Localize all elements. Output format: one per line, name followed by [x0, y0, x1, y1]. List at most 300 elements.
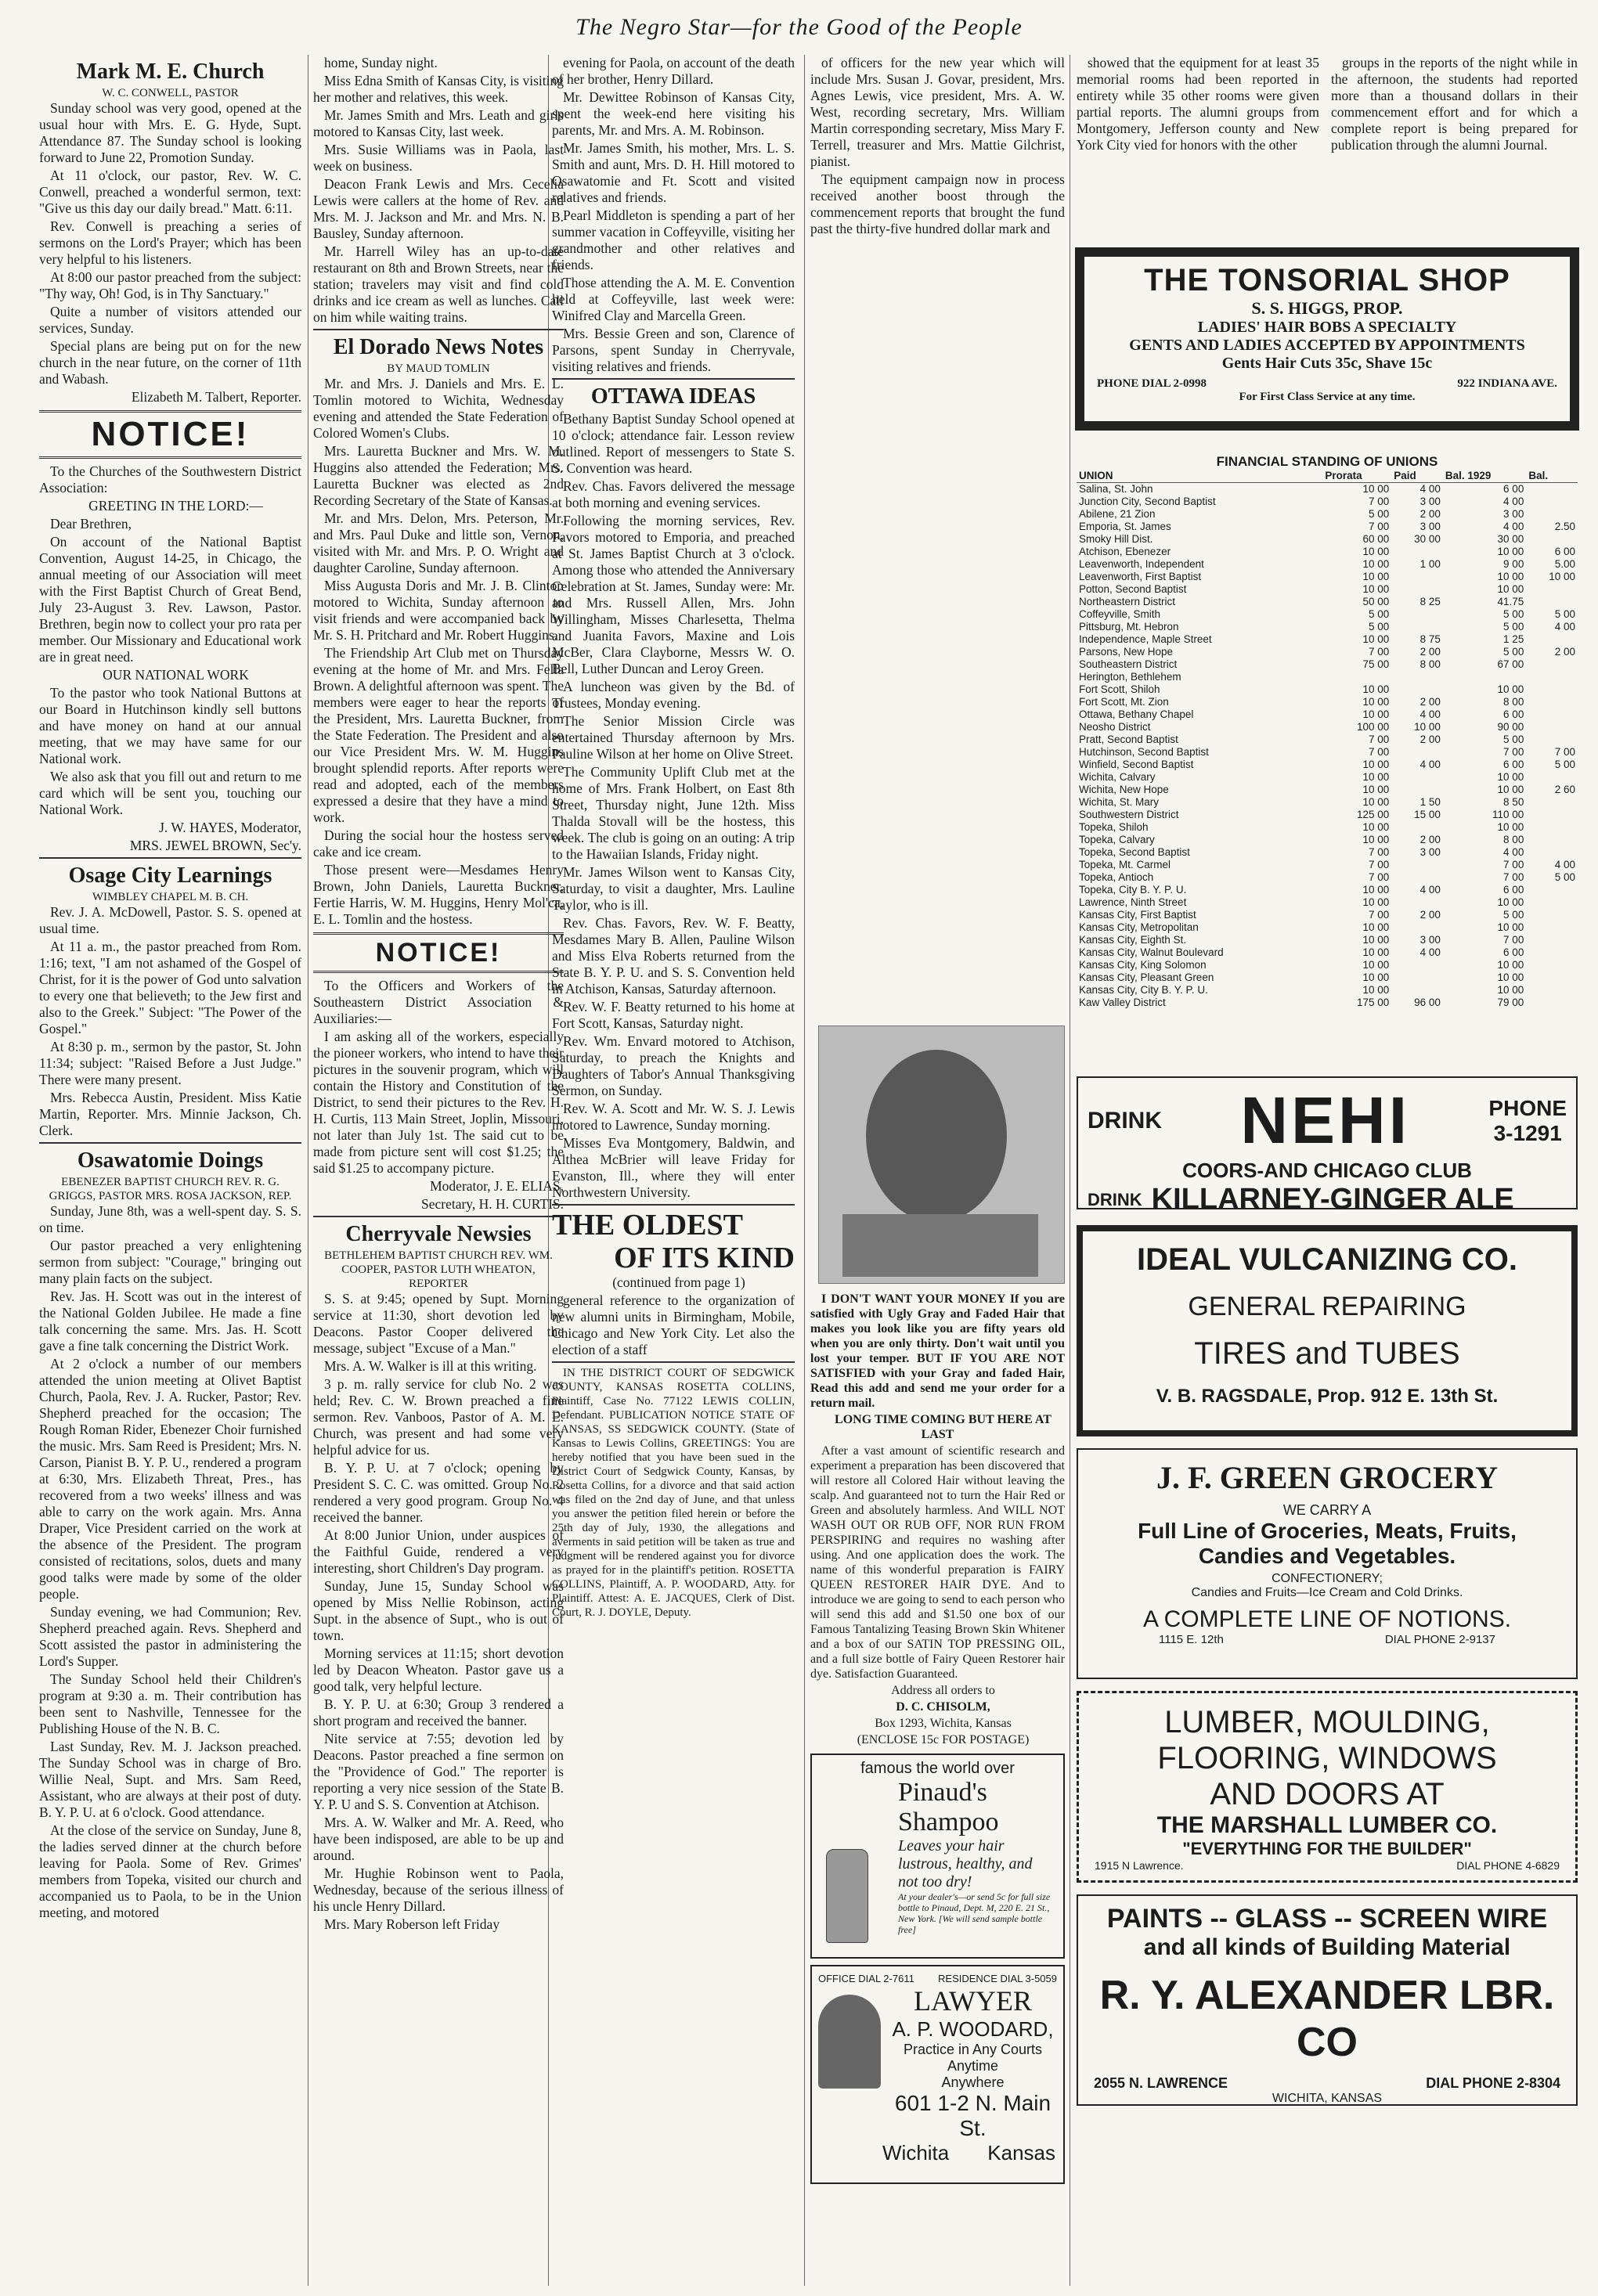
article-byline: EBENEZER BAPTIST CHURCH REV. R. G. GRIGGS, PASTOR MRS. ROSA JACKSON, REP.: [49, 1176, 292, 1202]
advertisement-portrait: [818, 1025, 1065, 1284]
table-cell: [1391, 984, 1443, 997]
ad-contact: [1078, 1633, 1576, 1646]
table-cell: [1526, 971, 1578, 984]
table-cell: 10 00: [1497, 921, 1524, 933]
ad-text: Gents Hair Cuts 35c, Shave 15c: [1221, 355, 1433, 372]
table-cell: [1526, 997, 1578, 1009]
table-row: [1077, 546, 1578, 558]
ad-text: (ENCLOSE 15c FOR POSTAGE): [857, 1733, 1030, 1746]
article-paragraph: We also ask that you fill out and return to me card which will be sent you, touching our National Work.: [39, 769, 301, 817]
table-cell: 5 00: [1368, 508, 1390, 520]
table-row: [1077, 884, 1578, 896]
article-paragraph: (continued from page 1): [612, 1274, 745, 1290]
ad-text: I DON'T WANT YOUR MONEY If you are satisfied with Ugly Gray and Faded Hair that makes you look like you are fifty years old when you are only thirty. Don't wait until you lost your temper. BUT IF YOU ARE NOT SATISFIED with your Gray and faded Hair, Read this add and send me your order for a return mail.: [810, 1292, 1065, 1410]
financial-standing-table: [1077, 454, 1578, 1072]
ad-heading: KILLARNEY-GINGER ALE: [1151, 1183, 1514, 1216]
table-cell: Emporia, St. James: [1079, 521, 1171, 532]
table-cell: [1526, 959, 1578, 971]
table-cell: [1526, 809, 1578, 821]
table-cell: 8 25: [1419, 596, 1441, 607]
table-cell: [1526, 909, 1578, 921]
table-cell: [1526, 796, 1578, 809]
ad-address: 922 INDIANA AVE.: [1457, 377, 1557, 390]
table-cell: Northeastern District: [1079, 596, 1176, 607]
ad-text: Practice in Any Courts: [903, 2042, 1043, 2057]
article-paragraph: Those attending the A. M. E. Convention held at Coffeyville, last week were: Winifred Clay and Marcella Green.: [552, 275, 795, 323]
table-cell: 10 00: [1362, 784, 1390, 795]
table-cell: 5 00: [1503, 646, 1524, 658]
table-cell: Atchison, Ebenezer: [1079, 546, 1171, 557]
column-5-top: [1077, 55, 1319, 243]
table-cell: 3 00: [1419, 846, 1441, 858]
article-paragraph: At 8:00 Junior Union, under auspices of the Faithful Guide, rendered a very interesting, short Children's Day program.: [313, 1527, 564, 1576]
table-cell: 6 00: [1503, 708, 1524, 720]
table-cell: Topeka, Mt. Carmel: [1079, 859, 1171, 870]
article-byline: W. C. CONWELL, PASTOR: [102, 87, 239, 99]
table-row: [1077, 671, 1578, 683]
table-cell: 2 00: [1419, 733, 1441, 745]
article-paragraph: Rev. Chas. Favors, Rev. W. F. Beatty, Mesdames Mary B. Allen, Pauline Wilson and Miss Elva Roberts returned from the State B. Y. P. U. and S. S. Convention held in Atchison, Kansas, Saturday afternoon.: [552, 915, 795, 997]
table-cell: 7 00: [1368, 909, 1390, 921]
table-cell: 8 75: [1419, 633, 1441, 645]
table-cell: Fort Scott, Mt. Zion: [1079, 696, 1169, 708]
table-cell: Kansas City, Pleasant Green: [1079, 971, 1214, 983]
table-cell: 7 00: [1503, 859, 1524, 870]
table-header-cell: Paid: [1391, 470, 1443, 483]
table-row: [1077, 759, 1578, 771]
table-cell: [1443, 671, 1526, 683]
ad-text: DRINK: [1088, 1107, 1162, 1134]
ad-heading: FLOORING, WINDOWS: [1157, 1741, 1497, 1775]
table-cell: [1391, 821, 1443, 834]
ad-text: and all kinds of Building Material: [1143, 1934, 1511, 1960]
article-byline: BETHLEHEM BAPTIST CHURCH REV. WM. COOPER, PASTOR LUTH WHEATON, REPORTER: [324, 1249, 553, 1290]
article-paragraph: general reference to the organization of new alumni units in Birmingham, Mobile, Chicago and New York City. Let also the election of a staff: [552, 1292, 795, 1357]
table-cell: [1391, 921, 1443, 934]
article-paragraph: The equipment campaign now in process received another boost through the commencement reports that brought the fund past the thirty-five hundred dollar mark and: [810, 171, 1065, 236]
table-cell: 3 00: [1503, 508, 1524, 520]
table-cell: [1322, 671, 1391, 683]
table-cell: 5 00: [1554, 608, 1575, 620]
article-paragraph: GREETING IN THE LORD:—: [88, 498, 263, 514]
table-cell: 2 00: [1554, 646, 1575, 658]
table-cell: Wichita, Calvary: [1079, 771, 1156, 783]
table-cell: [1526, 884, 1578, 896]
table-cell: 60 00: [1362, 533, 1390, 545]
table-cell: Southwestern District: [1079, 809, 1179, 820]
article-headline: THE OLDEST: [552, 1209, 743, 1242]
table-cell: 10 00: [1497, 571, 1524, 582]
ad-contact: [1078, 2066, 1576, 2092]
article-paragraph: At 11 o'clock, our pastor, Rev. W. C. Conwell, preached a wonderful sermon, text: "Give us this day our daily bread." Matt. 6:11.: [39, 168, 301, 216]
table-row: [1077, 796, 1578, 809]
table-row: [1077, 596, 1578, 608]
table-cell: Salina, St. John: [1079, 483, 1153, 495]
table-row: [1077, 571, 1578, 583]
article-paragraph: The Friendship Art Club met on Thursday evening at the home of Mr. and Mrs. Fella Brown. A delightful afternoon was spent. The members were eager to hear the reports of the President, Mrs. Lauretta Buckner, from the State Federation. The President and also our Vice President Mrs. W. M. Huggins brought splendid reports. After reports were read and adopted, each of the members expressed a desire that they have a mind to work.: [313, 645, 564, 825]
article-paragraph: Rev. Jas. H. Scott was out in the interest of the National Golden Jubilee. He made a fine talk concerning the same. Mrs. Jas. H. Scott gave a fine talk concerning the District Work.: [39, 1289, 301, 1353]
column-rule: [804, 55, 805, 2286]
table-cell: 10 00: [1362, 571, 1390, 582]
ad-address: 1115 E. 12th: [1158, 1633, 1224, 1646]
table-row: [1077, 834, 1578, 846]
article-paragraph: B. Y. P. U. at 7 o'clock; opening by President S. C. C. was omitted. Group No. 2 rendered a very good program. Group No. 4 received the banner.: [313, 1460, 564, 1525]
table-row: [1077, 658, 1578, 671]
lawyer-city: [882, 2141, 1063, 2165]
table-cell: 10 00: [1362, 771, 1390, 783]
table-cell: [1526, 483, 1578, 496]
lawyer-portrait-image: [818, 1995, 881, 2089]
article-paragraph: At the close of the service on Sunday, June 8, the ladies served dinner at the church before leaving for Paola. Some of Rev. Grimes' members from Topeka, visited our church and accompanied us to Paola, to be in the Union meeting, and motored: [39, 1822, 301, 1920]
table-cell: 4 00: [1419, 946, 1441, 958]
article-paragraph: Our pastor preached a very enlightening sermon from subject: "Courage," bringing out many plain facts on the subject.: [39, 1238, 301, 1286]
table-cell: 7 00: [1368, 871, 1390, 883]
table-row: [1077, 646, 1578, 658]
divider: [552, 378, 795, 380]
table-cell: 5.00: [1554, 558, 1575, 570]
ad-heading: A. P. WOODARD,: [892, 2017, 1054, 2041]
table-cell: 10 00: [1497, 546, 1524, 557]
table-cell: 2 00: [1419, 834, 1441, 845]
table-cell: [1391, 784, 1443, 796]
article-paragraph: Mr. Dewittee Robinson of Kansas City, spent the week-end here visiting his parents, Mr. and Mrs. A. M. Robinson.: [552, 89, 795, 138]
table-cell: 75 00: [1362, 658, 1390, 670]
article-paragraph: groups in the reports of the night while in the afternoon, the students had reported more than a thousand dollars in their commencement effort and for which a complete report is being prepared for publication through the alumni Journal.: [1331, 55, 1578, 153]
table-row: [1077, 934, 1578, 946]
table-cell: 10 00: [1362, 971, 1390, 983]
article-paragraph: At 8:00 our pastor preached from the subject: "Thy way, Oh! God, is in Thy Sanctuary.": [39, 269, 301, 301]
article-paragraph: Rev. Chas. Favors delivered the message at both morning and evening services.: [552, 478, 795, 510]
article-paragraph: To the pastor who took National Buttons at our Board in Hutchinson kindly sell buttons and have money on hand at our annual meeting, that we may have same for our National work.: [39, 685, 301, 766]
article-paragraph: Deacon Frank Lewis and Mrs. Cecelia Lewis were callers at the home of Rev. and Mrs. M. J. Jackson and Mr. and Mrs. N. B. Bausley, Sunday afternoon.: [313, 176, 564, 241]
table-cell: Abilene, 21 Zion: [1079, 508, 1156, 520]
hair-dye-advertisement: [810, 1292, 1065, 1746]
table-row: [1077, 771, 1578, 784]
table-cell: Pittsburg, Mt. Hebron: [1079, 621, 1179, 633]
article-paragraph: During the social hour the hostess served cake and ice cream.: [313, 827, 564, 860]
table-row: [1077, 483, 1578, 496]
pinaud-advertisement: [810, 1754, 1065, 1959]
table-cell: [1526, 896, 1578, 909]
green-grocery-advertisement: [1077, 1448, 1578, 1679]
article-paragraph: Mrs. Mary Roberson left Friday: [324, 1916, 500, 1932]
table-cell: 67 00: [1497, 658, 1524, 670]
article-paragraph: A luncheon was given by the Bd. of Trustees, Monday evening.: [552, 679, 795, 711]
ad-text: DRINK: [1088, 1189, 1142, 1209]
table-cell: Topeka, Shiloh: [1079, 821, 1149, 833]
table-cell: 2 00: [1419, 508, 1441, 520]
table-cell: 7 00: [1368, 859, 1390, 870]
article-paragraph: Miss Augusta Doris and Mr. J. B. Clinton motored to Wichita, Sunday afternoon to visit friends and were accompanied back by Mr. S. H. Pritchard and Mr. Robert Huggins.: [313, 578, 564, 643]
ad-text: Candies and Fruits—Ice Cream and Cold Drinks.: [1191, 1586, 1463, 1599]
table-cell: Parsons, New Hope: [1079, 646, 1174, 658]
table-cell: 4 00: [1503, 521, 1524, 532]
article-paragraph: Special plans are being put on for the new church in the near future, on the corner of 11th and Wabash.: [39, 338, 301, 387]
table-cell: 4 00: [1554, 621, 1575, 633]
table-cell: 5 00: [1368, 608, 1390, 620]
table-cell: 5 00: [1503, 733, 1524, 745]
notice-heading: NOTICE!: [313, 932, 564, 973]
table-cell: 10 00: [1414, 721, 1441, 733]
article-paragraph: Miss Edna Smith of Kansas City, is visiting her mother and relatives, this week.: [313, 73, 564, 105]
ad-text: Kansas: [987, 2141, 1055, 2164]
table-cell: 8 00: [1503, 834, 1524, 845]
table-row: [1077, 533, 1578, 546]
ad-text: 601 1-2 N. Main St.: [894, 2091, 1052, 2140]
table-cell: 7 00: [1368, 521, 1390, 532]
table-row: [1077, 558, 1578, 571]
article-signature: Moderator, J. E. ELIAS,: [430, 1178, 564, 1194]
table-cell: 7 00: [1368, 746, 1390, 758]
table-cell: 10 00: [1362, 896, 1390, 908]
table-cell: [1391, 871, 1443, 884]
article-paragraph: Mr. and Mrs. J. Daniels and Mrs. E. L. Tomlin motored to Wichita, Wednesday evening and attended the State Federation of Colored Women's Clubs.: [313, 376, 564, 441]
table-cell: 2 60: [1554, 784, 1575, 795]
table-cell: 4 00: [1419, 708, 1441, 720]
table-cell: 6 00: [1503, 946, 1524, 958]
table-cell: Topeka, Antioch: [1079, 871, 1154, 883]
article-paragraph: Mrs. Bessie Green and son, Clarence of Parsons, spent Sunday in Cherryvale, visiting relatives and friends.: [552, 326, 795, 374]
ad-text: famous the world over: [860, 1760, 1015, 1777]
article-paragraph: of officers for the new year which will include Mrs. Susan J. Govar, president, Mrs. Agnes Lewis, vice president, Mrs. A. W. West, recording secretary, Mrs. William Martin corresponding secretary, Miss Mary F. Terrell, treasurer and Mrs. Mattie Gilchrist, pianist.: [810, 55, 1065, 169]
portrait-collar-image: [842, 1214, 1038, 1277]
ad-text: WICHITA, KANSAS: [1272, 2092, 1383, 2105]
table-cell: 10 00: [1362, 558, 1390, 570]
table-cell: 5 00: [1503, 909, 1524, 921]
table-row: [1077, 496, 1578, 508]
article-paragraph: Dear Brethren,: [50, 516, 132, 532]
article-paragraph: Those present were—Mesdames Henry Brown, John Daniels, Lauretta Buckner, Fertie Harris, W. M. Huggins, Henry Mol'ca, E. L. Tomlin and the hostess.: [313, 862, 564, 927]
table-cell: 6 00: [1503, 483, 1524, 495]
ad-phone: DIAL PHONE 2-9137: [1384, 1633, 1495, 1646]
table-cell: [1526, 708, 1578, 721]
table-cell: Potton, Second Baptist: [1079, 583, 1187, 595]
article-paragraph: S. S. at 9:45; opened by Supt. Morning service at 11:30, short devotion led by Deacons. Pastor Cooper delivered the message, subject "Excuse of a Man.": [313, 1291, 564, 1356]
article-paragraph: Last Sunday, Rev. M. J. Jackson preached. The Sunday School was in charge of Bro. Willie Neal, Supt. and Mrs. Sam Reed, Assistant, who are always at their post of duty. B. Y. P. U. at 6 o'clock. Good attendance.: [39, 1739, 301, 1820]
table-cell: 9 00: [1503, 558, 1524, 570]
table-cell: 6 00: [1503, 884, 1524, 896]
table-cell: Junction City, Second Baptist: [1079, 496, 1216, 507]
ad-heading: J. F. GREEN GROCERY: [1156, 1460, 1499, 1495]
article-paragraph: Mr. James Smith and Mrs. Leath and girls motored to Kansas City, last week.: [313, 107, 564, 139]
table-cell: 5 00: [1554, 759, 1575, 770]
table-cell: [1391, 746, 1443, 759]
table-cell: Southeastern District: [1079, 658, 1178, 670]
ad-address: 1915 N Lawrence.: [1095, 1859, 1184, 1872]
portrait-face-image: [866, 1050, 1007, 1222]
article-paragraph: Mrs. A. W. Walker is ill at this writing.: [324, 1358, 537, 1374]
table-cell: 2 00: [1419, 696, 1441, 708]
table-cell: [1391, 771, 1443, 784]
table-cell: Pratt, Second Baptist: [1079, 733, 1178, 745]
table-cell: Coffeyville, Smith: [1079, 608, 1161, 620]
ad-heading: THE TONSORIAL SHOP: [1144, 263, 1510, 297]
table-row: [1077, 809, 1578, 821]
table-cell: 8 00: [1503, 696, 1524, 708]
table-cell: 50 00: [1362, 596, 1390, 607]
article-paragraph: Bethany Baptist Sunday School opened at 10 o'clock; attendance fair. Lesson review outlined. Report of messengers to State S. S. Convention was heard.: [552, 411, 795, 476]
table-row: [1077, 508, 1578, 521]
ad-text: V. B. RAGSDALE, Prop. 912 E. 13th St.: [1156, 1386, 1499, 1407]
ad-heading: R. Y. ALEXANDER LBR. CO: [1099, 1973, 1555, 2065]
ad-text: THE MARSHALL LUMBER CO.: [1156, 1812, 1498, 1838]
lawyer-phones: [812, 1973, 1063, 1984]
table-cell: [1526, 671, 1578, 683]
table-cell: Kansas City, King Solomon: [1079, 959, 1207, 971]
divider: [552, 1204, 795, 1206]
divider: [552, 1361, 795, 1363]
table-cell: [1526, 721, 1578, 733]
article-paragraph: home, Sunday night.: [324, 55, 438, 70]
ideal-vulcanizing-advertisement: [1077, 1225, 1578, 1436]
ad-heading: AND DOORS AT: [1210, 1777, 1445, 1811]
legal-notice: IN THE DISTRICT COURT OF SEDGWICK COUNTY, KANSAS ROSETTA COLLINS, Plaintiff, Case No. 77122 LEWIS COLLIN, Defendant. PUBLICATION NOTICE STATE OF KANSAS, SS SEDGWICK COUNTY. (State of Kansas to Lewis Collins, GREETINGS: You are hereby notified that you have been sued in the District Court of Sedgwick County, Kansas, by Rosetta Collins, for a divorce and that said action was filed on the 2nd day of June, and that unless you answer the petition filed herein or before the 25th day of July, 1930, the allegations and averments in said petition will be taken as true and judgment will be rendered against you for divorce as prayed for in the plaintiff's petition. ROSETTA COLLINS, Plaintiff, A. P. WOODARD, Atty. for Plaintiff. Attest: A. E. JACQUES, Clerk of Dist. Court, R. J. DOYLE, Deputy.: [552, 1367, 795, 1619]
ad-text: Full Line of Groceries, Meats, Fruits, Candies and Vegetables.: [1138, 1519, 1517, 1568]
ad-text: Address all orders to: [891, 1684, 995, 1697]
nehi-advertisement: [1077, 1076, 1578, 1216]
ad-heading: Shampoo: [898, 1808, 999, 1836]
table-cell: 10 00: [1362, 546, 1390, 557]
article-paragraph: The Senior Mission Circle was entertained Thursday afternoon by Mrs. Pauline Wilson at her home on Olive Street.: [552, 713, 795, 762]
alexander-lumber-advertisement: [1077, 1894, 1578, 2106]
table-cell: 4 00: [1419, 483, 1441, 495]
ad-text: GENTS AND LADIES ACCEPTED BY APPOINTMENTS: [1129, 337, 1525, 354]
ad-heading: IDEAL VULCANIZING CO.: [1137, 1242, 1517, 1277]
table-cell: Smoky Hill Dist.: [1079, 533, 1153, 545]
table-cell: 5 00: [1503, 608, 1524, 620]
table-cell: [1526, 633, 1578, 646]
article-subheading: OUR NATIONAL WORK: [103, 667, 249, 683]
table-cell: 10 00: [1549, 571, 1575, 582]
table-row: [1077, 946, 1578, 959]
table-cell: [1526, 596, 1578, 608]
table-row: [1077, 896, 1578, 909]
table-cell: 8 00: [1419, 658, 1441, 670]
table-cell: Topeka, Second Baptist: [1079, 846, 1190, 858]
table-cell: 5 00: [1554, 871, 1575, 883]
article-paragraph: Mr. and Mrs. Delon, Mrs. Peterson, Mr. and Mrs. Paul Duke and little son, Vernon, visited with Mr. and Mrs. P. O. Wright and daughter Caroline, Sunday afternoon.: [313, 510, 564, 575]
table-cell: 10 00: [1497, 896, 1524, 908]
table-cell: 4 00: [1419, 884, 1441, 896]
table-cell: 10 00: [1362, 583, 1390, 595]
table-header-cell: Prorata: [1322, 470, 1391, 483]
table-title: FINANCIAL STANDING OF UNIONS: [1216, 454, 1438, 469]
ad-text: Leaves your hair lustrous, healthy, and not too dry!: [898, 1837, 1033, 1891]
table-cell: [1391, 896, 1443, 909]
table-cell: 8 50: [1503, 796, 1524, 808]
article-paragraph: To the Churches of the Southwestern District Association:: [39, 463, 301, 496]
table-cell: 4 00: [1419, 759, 1441, 770]
table-cell: Kansas City, First Baptist: [1079, 909, 1196, 921]
article-paragraph: Nite service at 7:55; devotion led by Deacons. Pastor preached a fine sermon on the "Providence of God." The reporter is reporting a very nice session of the State B. Y. P. U and S. S. Convention at Atchison.: [313, 1731, 564, 1812]
table-cell: [1391, 683, 1443, 696]
table-cell: 10 00: [1497, 784, 1524, 795]
table-cell: 4 00: [1503, 846, 1524, 858]
table-cell: [1391, 859, 1443, 871]
column-6-top: [1331, 55, 1578, 243]
table-cell: 7 00: [1503, 746, 1524, 758]
ad-text: S. S. HIGGS, PROP.: [1251, 298, 1403, 318]
table-cell: Kansas City, Walnut Boulevard: [1079, 946, 1224, 958]
unions-table: [1077, 470, 1578, 1009]
table-cell: Fort Scott, Shiloh: [1079, 683, 1160, 695]
table-row: [1077, 859, 1578, 871]
table-cell: [1526, 583, 1578, 596]
table-cell: 10 00: [1497, 821, 1524, 833]
table-row: [1077, 733, 1578, 746]
table-cell: [1526, 821, 1578, 834]
table-cell: [1526, 934, 1578, 946]
table-cell: 1 25: [1503, 633, 1524, 645]
table-cell: 7 00: [1368, 846, 1390, 858]
ad-heading: PAINTS -- GLASS -- SCREEN WIRE: [1106, 1904, 1548, 1934]
column-3: [552, 55, 795, 2286]
ad-heading: LAWYER: [913, 1985, 1033, 2017]
table-cell: 96 00: [1414, 997, 1441, 1008]
table-cell: Kaw Valley District: [1079, 997, 1166, 1008]
table-cell: 1 00: [1419, 558, 1441, 570]
table-cell: [1391, 571, 1443, 583]
table-cell: Hutchinson, Second Baptist: [1079, 746, 1209, 758]
table-cell: 1 50: [1419, 796, 1441, 808]
ad-address: 2055 N. LAWRENCE: [1094, 2075, 1228, 2091]
table-row: [1077, 721, 1578, 733]
table-cell: 10 00: [1362, 759, 1390, 770]
article-headline: Osawatomie Doings: [77, 1148, 264, 1173]
table-cell: 10 00: [1362, 696, 1390, 708]
table-row: [1077, 583, 1578, 596]
ad-text: WE CARRY A: [1282, 1502, 1372, 1518]
article-paragraph: At 11 a. m., the pastor preached from Rom. 1:16; text, "I am not ashamed of the Gospel of Christ, for it is the power of God unto salvation to every one that believeth; to the Jew first and also to the Greek." Subject: "The Power of the Gospel.": [39, 939, 301, 1036]
article-headline: El Dorado News Notes: [333, 335, 544, 359]
divider: [313, 329, 564, 330]
table-cell: Lawrence, Ninth Street: [1079, 896, 1187, 908]
table-cell: Winfield, Second Baptist: [1079, 759, 1194, 770]
article-paragraph: Sunday school was very good, opened at the usual hour with Mrs. E. G. Hyde, Supt. Attendance 87. The Sunday school is looking forward to June 22, Promotion Sunday.: [39, 100, 301, 165]
table-cell: 5 00: [1503, 621, 1524, 633]
table-cell: 10 00: [1497, 683, 1524, 695]
table-cell: [1526, 533, 1578, 546]
column-1: [39, 55, 301, 2286]
table-cell: 7 00: [1554, 746, 1575, 758]
ad-text: LADIES' HAIR BOBS A SPECIALTY: [1197, 319, 1457, 336]
table-cell: 30 00: [1414, 533, 1441, 545]
ad-text: D. C. CHISOLM,: [896, 1700, 990, 1714]
table-header-row: [1077, 470, 1578, 483]
table-cell: [1391, 608, 1443, 621]
table-cell: 10 00: [1362, 821, 1390, 833]
table-header-cell: Bal. 1929: [1443, 470, 1526, 483]
article-paragraph: Morning services at 11:15; short devotion led by Deacon Wheaton. Pastor gave us a good talk, very helpful lecture.: [313, 1645, 564, 1694]
article-byline: BY MAUD TOMLIN: [387, 362, 490, 375]
table-cell: 10 00: [1362, 483, 1390, 495]
article-paragraph: At 2 o'clock a number of our members attended the union meeting at Olivet Baptist Church, Paola, Rev. J. A. Rucker, Pastor; Rev. Shepherd preached for the occasion; The Rough Roman Rider, Ebenezer Choir furnished the music. Mrs. Sam Reed is President; Mrs. N. Carson, Pianist B. Y. P. U., rendered a program at 6:30, Mrs. Elizabeth Threat, Pres., has recovered from a two weeks' illness and was able to carry on the work again. Mrs. Anna Draper, Vice President carried on the work at the absence of the President. The program consisted of recitations, solos, duets and many good talks were made by some of the older people.: [39, 1356, 301, 1602]
article-paragraph: Sunday evening, we had Communion; Rev. Shepherd preached again. Revs. Shepherd and Scott assisted the pastor in administering the Lord's Supper.: [39, 1604, 301, 1669]
article-headline: OTTAWA IDEAS: [590, 384, 756, 409]
table-cell: Topeka, Calvary: [1079, 834, 1155, 845]
table-row: [1077, 984, 1578, 997]
table-cell: [1526, 496, 1578, 508]
table-cell: 10 00: [1362, 683, 1390, 695]
table-cell: 10 00: [1362, 884, 1390, 896]
table-cell: 100 00: [1356, 721, 1390, 733]
article-paragraph: Sunday, June 8th, was a well-spent day. S. S. on time.: [39, 1203, 301, 1235]
article-paragraph: Rev. Conwell is preaching a series of sermons on the Lord's Prayer; which has been very helpful to his listeners.: [39, 218, 301, 267]
article-paragraph: The Sunday School held their Children's program at 9:30 a. m. Their contribution has been sent to Nashville, Tennessee for the Publishing House of the N. B. C.: [39, 1671, 301, 1736]
shampoo-bottle-image: [826, 1849, 868, 1943]
table-cell: Independence, Maple Street: [1079, 633, 1212, 645]
table-row: [1077, 633, 1578, 646]
